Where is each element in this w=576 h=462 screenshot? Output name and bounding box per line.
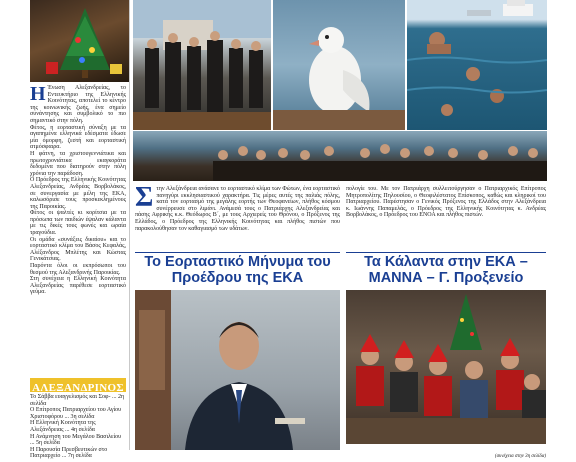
- caption-right: [346, 444, 546, 462]
- left-paragraph-2: Φέτος, η εορταστική σύναξη με τα αγαπημένα ελληνικά εδέσματα έδωσε μία όμορφη, ζεστή και εορταστική ατμόσφαιρα.: [30, 124, 126, 151]
- christmas-tree-icon: [30, 0, 130, 82]
- left-paragraph-4: Ο Πρόεδρος της Ελληνικής Κοινότητας Αλεξανδρείας, Ανδρέας Βορβολάκος, σε συνεργασία με μέλη της ΕΚΑ, καλωσόρισε τους προσκεκλημένους της Παροικίας.: [30, 177, 126, 210]
- left-paragraph-3: Η φάτνη, τα χριστουγεννιάτικα και πρωτοχρονιάτικα εκαγκοράτα δεδομένα που διατηρούν στην πόλη χρόνια την παράδοση.: [30, 150, 126, 177]
- table-of-contents: [30, 394, 126, 460]
- left-paragraph-5: Φέτος οι ψαλτές κι κορίτσια με τα πρόσωπα των παιδιών έψαλαν κάλαντα με τις δικές τους φωνές και ωραία τραγούδια.: [30, 210, 126, 237]
- headline-right-box: [346, 252, 546, 286]
- article-column-2: [346, 186, 546, 219]
- headline-right[interactable]: Τα Κάλαντα στην ΕΚΑ – ΜΑΝΝΑ – Γ. Προξενείο: [364, 254, 528, 286]
- headline-left[interactable]: Το Εορταστικό Μήνυμα του Προέδρου της ΕΚΑ: [144, 254, 331, 286]
- left-paragraph-7: Παρόντα όλοι οι εκπρόσωποι του θεσμού της Αλεξανδρινής Παροικίας.: [30, 263, 126, 276]
- left-paragraph-6: Οι ομάδα «συνάξεις δικαίου» και το εορταστικό κλίμα του Βάσος Κεφαλάς, Αλέξανδρος Μπλέτης και Κώστας Γενικάτσιας.: [30, 236, 126, 263]
- toc-item[interactable]: Η Παρουσία Πρεσβευτικών στο Πατριαρχείο ... 7η σελίδα: [30, 446, 108, 460]
- photo-dove: [273, 0, 405, 130]
- dove-icon: [273, 0, 405, 130]
- article-column-1: [135, 182, 340, 232]
- toc-item[interactable]: Ο Επίτροπος Πατριαρχείου του Αγίου Χριστοφόρου ... 3η σελίδα: [30, 407, 122, 420]
- photo-president-portrait: [135, 290, 340, 450]
- left-paragraph-1: Ένωση Αλεξανδρείας, το Εντευκτήριο της Ελληνικής Κοινότητας, αποτελεί το κέντρο της κοινωνικής ζωής, ένα σημείο συνάντησης και συμβολικό το πιο σημαντικό στην πόλη.: [30, 85, 126, 124]
- photo-swimmers: [407, 0, 547, 130]
- article-text-col2: πολογίε του. Με τον Πατριάρχη συλλειτούργησαν ο Πατριαρχικός Επίτροπος Μητροπολίτης Πηλουσίου, ο Θεοφιλέστατος Επίσκοπος, καθώς και κληρικοί του Πατριαρχείου. Παρέστησαν ο Γενικός Πρόξενος της Ελλάδος στην Αλεξάνδρεια κ. Ιωάννης Παπαμελάς, ο Πρόεδρος της Ελληνικής Κοινότητας κ. Ανδρέας Βορβολάκος, ο Πρόεδρος του ΕΝΟΑ και πλήθος πιστών.: [346, 186, 546, 219]
- article-drop-cap: Σ: [135, 182, 154, 213]
- photo-carol-singers: [346, 290, 546, 444]
- toc-item[interactable]: Το Σάββα ευαγγελισμός και Σοφ- ... 2η σελίδα: [30, 394, 125, 407]
- section-title: ΑΛΕΞΑΝΔΡΙΝΟΣ: [32, 382, 124, 394]
- tree-photo: [30, 0, 130, 82]
- toc-item[interactable]: Η Ελληνική Κοινότητα της Αλεξάνδρειας ... 4η σελίδα: [30, 420, 96, 433]
- column-divider: [129, 0, 130, 450]
- continued-caption[interactable]: (συνέχεια στην 3η σελίδα): [494, 454, 546, 459]
- headline-left-box: [135, 252, 340, 286]
- left-paragraph-8: Στη συνέχεια η Ελληνική Κοινότητα Αλεξανδρείας παρέθεσε εορταστικό γεύμα.: [30, 276, 126, 296]
- photo-clergy-procession: [133, 0, 271, 130]
- section-title-bar: [30, 378, 126, 392]
- photo-crowd-harbor: [133, 131, 547, 181]
- left-drop-cap: Η: [30, 83, 46, 105]
- left-column-body: [30, 85, 126, 296]
- toc-item[interactable]: Η Ανάμνηση του Μεγάλου Βασιλείου ... 5η σελίδα: [30, 433, 122, 447]
- article-text-col1: την Αλεξάνδρεια ανάσανε το εορταστικό κλίμα των Φώτων, ένα εορταστικό πανηγύρι εκκλησιαστικού χαρακτήρα. Τις μέρες αυτές της παλιάς πόλης, κατά τον εορτασμό της μεγάλης εορτής των Θεοφανείων, πλήθος κόσμου συνέρρευσε στο λιμάνι. Ανάμεσά τους ο Πατριάρχης Αλεξανδρείας και πάσης Αφρικής κ.κ. Θεόδωρος Β΄, με τους Αρχιερείς του Θρόνου, ο Πρόξενος της Ελλάδος, ο Πρόεδρος της Ελληνικής Κοινότητας και πλήθος πιστών που παρακολούθησαν τον καθαγιασμό των υδάτων.: [135, 186, 340, 232]
